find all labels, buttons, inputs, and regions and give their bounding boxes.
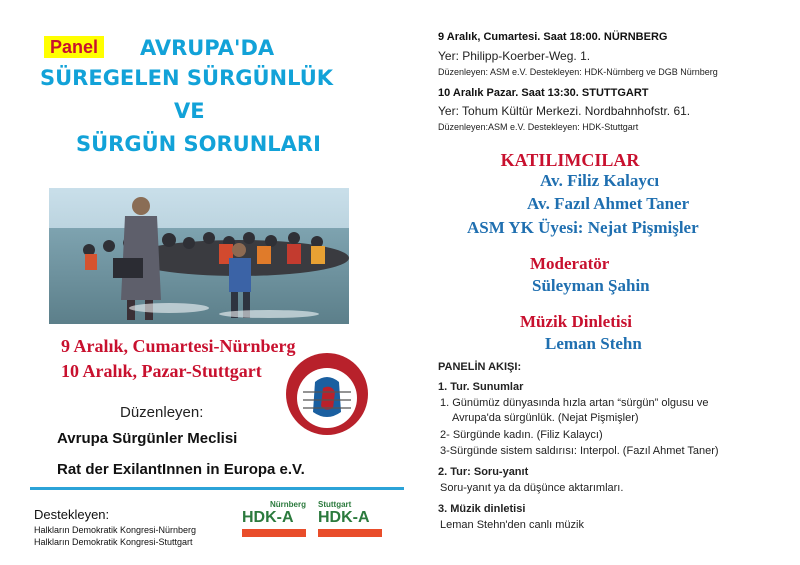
event-2-org: Düzenleyen:ASM e.V. Destekleyen: HDK-Stuttgart: [438, 122, 639, 132]
organizer-name-1: Avrupa Sürgünler Meclisi: [57, 430, 238, 447]
moderator-name: Süleyman Şahin: [532, 276, 650, 295]
title-line-3: VE: [174, 99, 205, 123]
flow-2-title: 2. Tur: Soru-yanıt: [438, 466, 529, 478]
flow-3-line-1: Leman Stehn'den canlı müzik: [440, 519, 584, 531]
moderator-heading: Moderatör: [530, 254, 610, 273]
flow-heading: PANELİN AKIŞI:: [438, 361, 522, 373]
title-line-1: AVRUPA'DA: [140, 36, 275, 60]
logo-mark-nurnberg: HDK-A: [242, 509, 294, 526]
asm-seal-logo: [285, 352, 369, 436]
event-1-org: Düzenleyen: ASM e.V. Destekleyen: HDK-Nürnberg ve DGB Nürnberg: [438, 67, 718, 77]
date-line-1: 9 Aralık, Cumartesi-Nürnberg: [61, 336, 296, 356]
participants-heading: KATILIMCILAR: [500, 150, 640, 170]
logo-city-stuttgart: Stuttgart: [318, 500, 352, 509]
event-1-place: Yer: Philipp-Koerber-Weg. 1.: [438, 49, 591, 63]
flow-1-title: 1. Tur. Sunumlar: [438, 381, 524, 393]
supporter-1: Halkların Demokratik Kongresi-Nürnberg: [34, 525, 197, 535]
music-heading: Müzik Dinletisi: [520, 312, 632, 331]
flow-1-line-4: 3-Sürgünde sistem saldırısı: Interpol. (Fazıl Ahmet Taner): [440, 445, 719, 457]
participant-1: Av. Filiz Kalaycı: [540, 171, 660, 190]
participant-3: ASM YK Üyesi: Nejat Pişmişler: [467, 218, 699, 237]
flow-1-line-3: 2- Sürgünde kadın. (Filiz Kalaycı): [440, 429, 603, 441]
flow-1-line-2: Avrupa'da sürgünlük. (Nejat Pişmişler): [452, 412, 639, 424]
divider: [30, 487, 404, 490]
organizer-label: Düzenleyen:: [120, 404, 204, 421]
panel-tag: Panel: [44, 36, 104, 58]
logo-city-nurnberg: Nürnberg: [270, 500, 306, 509]
refugee-photo: [49, 188, 349, 324]
supporter-2: Halkların Demokratik Kongresi-Stuttgart: [34, 537, 193, 547]
hdk-nurnberg-logo: [242, 500, 306, 550]
music-name: Leman Stehn: [545, 334, 642, 353]
flow-3-title: 3. Müzik dinletisi: [438, 503, 526, 515]
event-1-title: 9 Aralık, Cumartesi. Saat 18:00. NÜRNBERG: [438, 31, 668, 43]
event-2-place: Yer: Tohum Kültür Merkezi. Nordbahnhofstr. 61.: [438, 104, 691, 118]
logo-bar-stuttgart: [318, 529, 382, 537]
logo-mark-stuttgart: HDK-A: [318, 509, 370, 526]
supporter-label: Destekleyen:: [34, 507, 110, 522]
organizer-name-2: Rat der ExilantInnen in Europa e.V.: [57, 461, 305, 478]
event-2-title: 10 Aralık Pazar. Saat 13:30. STUTTGART: [438, 87, 649, 99]
participant-2: Av. Fazıl Ahmet Taner: [527, 194, 690, 213]
date-line-2: 10 Aralık, Pazar-Stuttgart: [61, 361, 262, 381]
title-line-2: SÜREGELEN SÜRGÜNLÜK: [40, 66, 334, 90]
flow-1-line-1: 1. Günümüz dünyasında hızla artan “sürgün” olgusu ve: [440, 397, 709, 409]
logo-bar-nurnberg: [242, 529, 306, 537]
flow-2-line-1: Soru-yanıt ya da düşünce aktarımları.: [440, 482, 624, 494]
title-line-4: SÜRGÜN SORUNLARI: [76, 132, 321, 156]
hdk-stuttgart-logo: [318, 500, 382, 550]
